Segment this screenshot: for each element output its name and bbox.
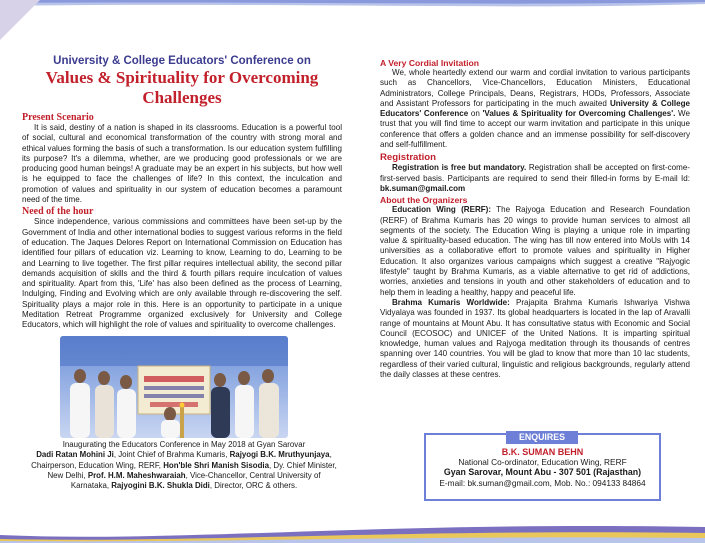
inauguration-photo (60, 336, 288, 438)
caption-name-3: Hon'ble Shri Manish Sisodia (163, 460, 269, 470)
present-scenario-heading: Present Scenario (22, 112, 94, 123)
conference-title: Values & Spirituality for Overcoming Challenges (45, 68, 319, 107)
invitation-text-2: on (468, 109, 483, 119)
conference-subtitle: University & College Educators' Conference on (53, 55, 311, 67)
registration-heading: Registration (380, 152, 436, 164)
registration-text (380, 163, 690, 194)
registration-body: Registration shall be accepted on first-come-first-served basis. Participants are required to send their filled-in forms by E-mail Id: (380, 163, 690, 183)
left-column (22, 55, 342, 331)
education-wing-text (380, 205, 690, 298)
invitation-text-1: We, whole heartedly extend our warm and cordial invitation to various participants such as Chancellors, Vice-Chancellors, Education Ministers, Educational Administrators, College Principals, Deans, Registrars, HODs, Professors, Associate and Assistant Professors for participating in the much awaited (380, 68, 690, 108)
need-of-hour-text: Since independence, various commissions and committees have been set-up by the Government of India and other international bodies to suggest various reforms in the field of education. The Jaques Delores Report on International Commission on Education has identified four pillars of education viz. Learning to know, Learning to do, Learning to be and Learning to live together. The first pillar requires intellectual ability, the second pillar demands acquisition of skills and the third & fourth pillars require inculcation of values and spirituality. Apart from this, 'Life' has also been defined as the process of Learning, Indulging, Finding and Evolving which are only available through re-discovering the self. Spirituality plays a major role in this. Here is an opportunity to participate in a unique Meditation Retreat Programme organized exclusively for University and College Educators, which will highlight the role of values and spirituality to overcome challenges. (22, 217, 342, 330)
caption-text-3: Chairperson, Education Wing, RERF, (31, 460, 164, 470)
caption-text-4: , Dy. Chief Minister, (268, 460, 337, 470)
caption-line-2 (22, 450, 346, 460)
enquiries-details (426, 447, 659, 488)
caption-line-5 (22, 481, 346, 491)
caption-name-1: Dadi Ratan Mohini Ji (36, 450, 114, 460)
caption-text-2: , (329, 450, 332, 460)
caption-text-5: New Delhi, (47, 470, 88, 480)
registration-bold: Registration is free but mandatory. (392, 163, 527, 173)
present-scenario-text: It is said, destiny of a nation is shaped in its classrooms. Education is a powerful tool of social, cultural and economical transformation of the country with strong moral and ethical values forming the basis of such a transformation. Is our education system fulfilling its purpose? It's a dilemma, whether, are we producing good professionals or we are producing good human beings! A graduate may be an expert in his subjects, but how well is he equipped to face the challenges of life? In this context, the inculcation and promotion of values and spirituality in our system of education becomes a paramount need of the time. (22, 123, 342, 205)
registration-email[interactable]: bk.suman@gmail.com (380, 183, 466, 193)
photo-illustration (60, 336, 288, 438)
education-wing-bold: Education Wing (RERF): (392, 205, 492, 215)
bk-worldwide-bold: Brahma Kumaris Worldwide: (392, 297, 510, 307)
enquiries-name: B.K. SUMAN BEHN (501, 447, 584, 457)
bk-worldwide-body: Prajapita Brahma Kumaris Ishwariya Vishwa Vidyalaya was founded in 1937. Its global headquarters is located in the lap of Aravalli range of mountains at Mount Abu. It has consultative status with Economic and Social Council (ECOSOC) and UNICEF of the United Nations. It is imparting spiritual knowledge, human values and Rajyoga meditation through its thousands of centres spanning over 140 countries. You will be glad to know that more than 10 lac students, regardless of their varied cultural, linguistic and religious backgrounds, regularly attend the daily classes at these centres. (380, 297, 690, 380)
organizers-heading: About the Organizers (380, 195, 468, 206)
caption-line-4 (22, 471, 346, 481)
invitation-text-3: We trust that you will find time to accept our warm invitation and participate in this unique conference that offers a golden chance and an immense possibility for self-discovery and self-fulfillment. (380, 109, 690, 150)
caption-text-1: , Joint Chief of Brahma Kumaris, (113, 450, 230, 460)
right-column (380, 58, 690, 380)
caption-name-5: Rajyogini B.K. Shukla Didi (111, 481, 210, 491)
caption-text-6: , Vice-Chancellor, Central University of (185, 470, 321, 480)
invitation-bold-2: 'Values & Spirituality for Overcoming Challenges'. (482, 109, 676, 119)
enquiries-contact: E-mail: bk.suman@gmail.com, Mob. No.: 094133 84864 (439, 477, 646, 488)
caption-text-7: Karnataka, (70, 481, 112, 491)
photo-caption (22, 440, 346, 491)
enquiries-heading: ENQUIRES (506, 431, 578, 444)
enquiries-address: Gyan Sarovar, Mount Abu - 307 501 (Rajasthan) (443, 467, 642, 478)
education-wing-body: The Rajyoga Education and Research Foundation (RERF) of Brahma Kumaris has 20 wings to provide human services to almost all segments of the society. The Education Wing is playing a unique role in imparting value & spirituality-based education. The wing has till now entered into MoUs with 14 universities as a collaborative effort to promote values and spirituality in Higher Education. It also organizes various campaigns which suggest a creative "Rajyogic lifestyle" taught by Brahma Kumaris, as a viable alternative to get rid of addictions, worries, anxieties and tensions in youth and other stakeholders of education and to help them in leading a healthy, happy and peaceful life. (380, 205, 690, 297)
caption-line-1: Inaugurating the Educators Conference in May 2018 at Gyan Sarovar (62, 440, 306, 449)
top-decorative-swoosh (0, 0, 705, 14)
enquiries-box (424, 433, 661, 501)
bk-worldwide-text (380, 298, 690, 380)
invitation-bold-1: University & College Educators' Conference (380, 98, 690, 119)
invitation-text (380, 68, 690, 150)
bottom-decorative-swoosh (0, 513, 705, 543)
invitation-heading: A Very Cordial Invitation (380, 58, 480, 68)
caption-name-2: Rajyogi B.K. Mruthyunjaya (229, 450, 330, 460)
corner-decoration (0, 0, 40, 40)
caption-text-8: , Director, ORC & others. (209, 481, 298, 491)
need-of-hour-heading: Need of the hour (22, 206, 94, 218)
enquiries-role: National Co-ordinator, Education Wing, RERF (458, 457, 627, 468)
caption-name-4: Prof. H.M. Maheshwaraiah (87, 470, 186, 480)
caption-line-3 (22, 461, 346, 471)
